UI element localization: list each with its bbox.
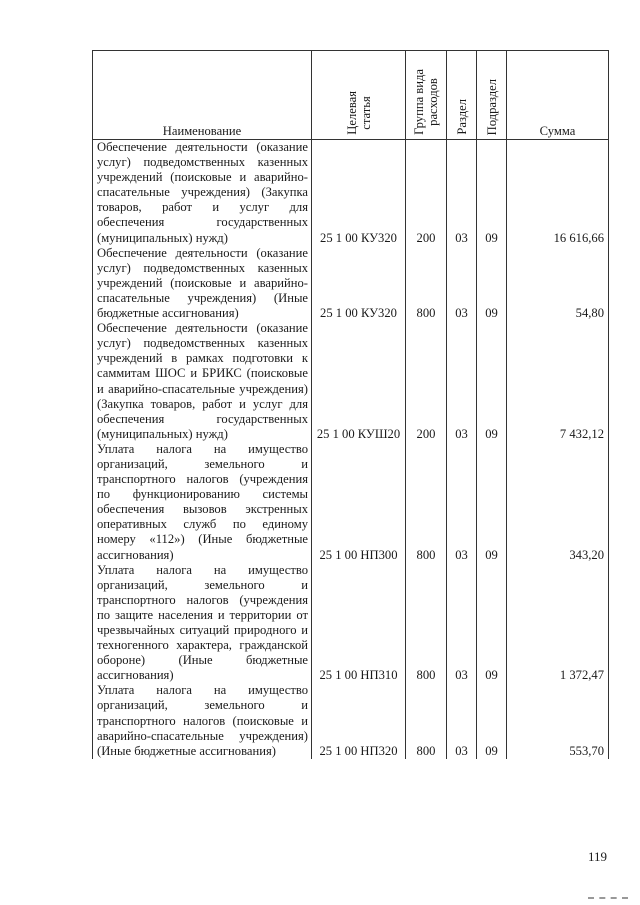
table-row [93,683,609,758]
row-subsection: 09 [477,442,507,563]
row-name: Уплата налога на имущество организаций, земельного и транспортного налогов (учреждения по защите населения и территории от чрезвычайных ситуаций природного и техногенного характера, гражданской обороне) (Иные бюджетные ассигнования) [93,563,312,684]
row-subsection: 09 [477,321,507,442]
row-section: 03 [447,683,477,758]
row-group: 800 [406,563,447,684]
row-section: 03 [447,442,477,563]
header-target: Целевая статья [312,51,406,140]
header-amount: Сумма [507,51,609,140]
header-expense-group: Группа вида расходов [406,51,447,140]
row-group: 200 [406,321,447,442]
row-section: 03 [447,321,477,442]
row-amount: 16 616,66 [507,140,609,246]
header-row [93,51,609,140]
row-amount: 553,70 [507,683,609,758]
row-section: 03 [447,246,477,321]
row-name: Обеспечение деятельности (оказание услуг) подведомственных казенных учреждений (поисковые и аварийно-спасательные учреждения) (Иные бюджетные ассигнования) [93,246,312,321]
page-edge-mark [588,897,628,899]
row-subsection: 09 [477,246,507,321]
row-name: Уплата налога на имущество организаций, земельного и транспортного налогов (учреждения по функционированию системы обеспечения вызовов экстренных оперативных служб по единому номеру «112») (Иные бюджетные ассигнования) [93,442,312,563]
row-target: 25 1 00 НП310 [312,563,406,684]
row-subsection: 09 [477,683,507,758]
budget-table [92,50,609,759]
page-number: 119 [588,849,608,864]
table-row [93,246,609,321]
row-group: 200 [406,140,447,246]
row-name: Обеспечение деятельности (оказание услуг) подведомственных казенных учреждений (поисковые и аварийно-спасательные учреждения) (Закупка товаров, работ и услуг для обеспечения государственных (муниципальных) нужд) [93,140,312,246]
row-target: 25 1 00 КУШ20 [312,321,406,442]
header-subsection: Подраздел [477,51,507,140]
row-subsection: 09 [477,140,507,246]
row-group: 800 [406,246,447,321]
row-target: 25 1 00 НП300 [312,442,406,563]
table-row [93,442,609,563]
row-target: 25 1 00 КУ320 [312,246,406,321]
row-group: 800 [406,683,447,758]
row-section: 03 [447,563,477,684]
row-target: 25 1 00 НП320 [312,683,406,758]
row-subsection: 09 [477,563,507,684]
table-row [93,563,609,684]
row-amount: 54,80 [507,246,609,321]
row-group: 800 [406,442,447,563]
row-name: Обеспечение деятельности (оказание услуг) подведомственных казенных учреждений в рамках подготовки к саммитам ШОС и БРИКС (поисковые и аварийно-спасательные учреждения) (Закупка товаров, работ и услуг для обеспечения государственных (муниципальных) нужд) [93,321,312,442]
row-target: 25 1 00 КУ320 [312,140,406,246]
table-row [93,321,609,442]
row-name: Уплата налога на имущество организаций, земельного и транспортного налогов (поисковые и аварийно-спасательные учреждения) (Иные бюджетные ассигнования) [93,683,312,758]
header-section: Раздел [447,51,477,140]
table-row [93,140,609,246]
row-amount: 1 372,47 [507,563,609,684]
row-section: 03 [447,140,477,246]
header-name: Наименование [93,51,312,140]
row-amount: 7 432,12 [507,321,609,442]
row-amount: 343,20 [507,442,609,563]
